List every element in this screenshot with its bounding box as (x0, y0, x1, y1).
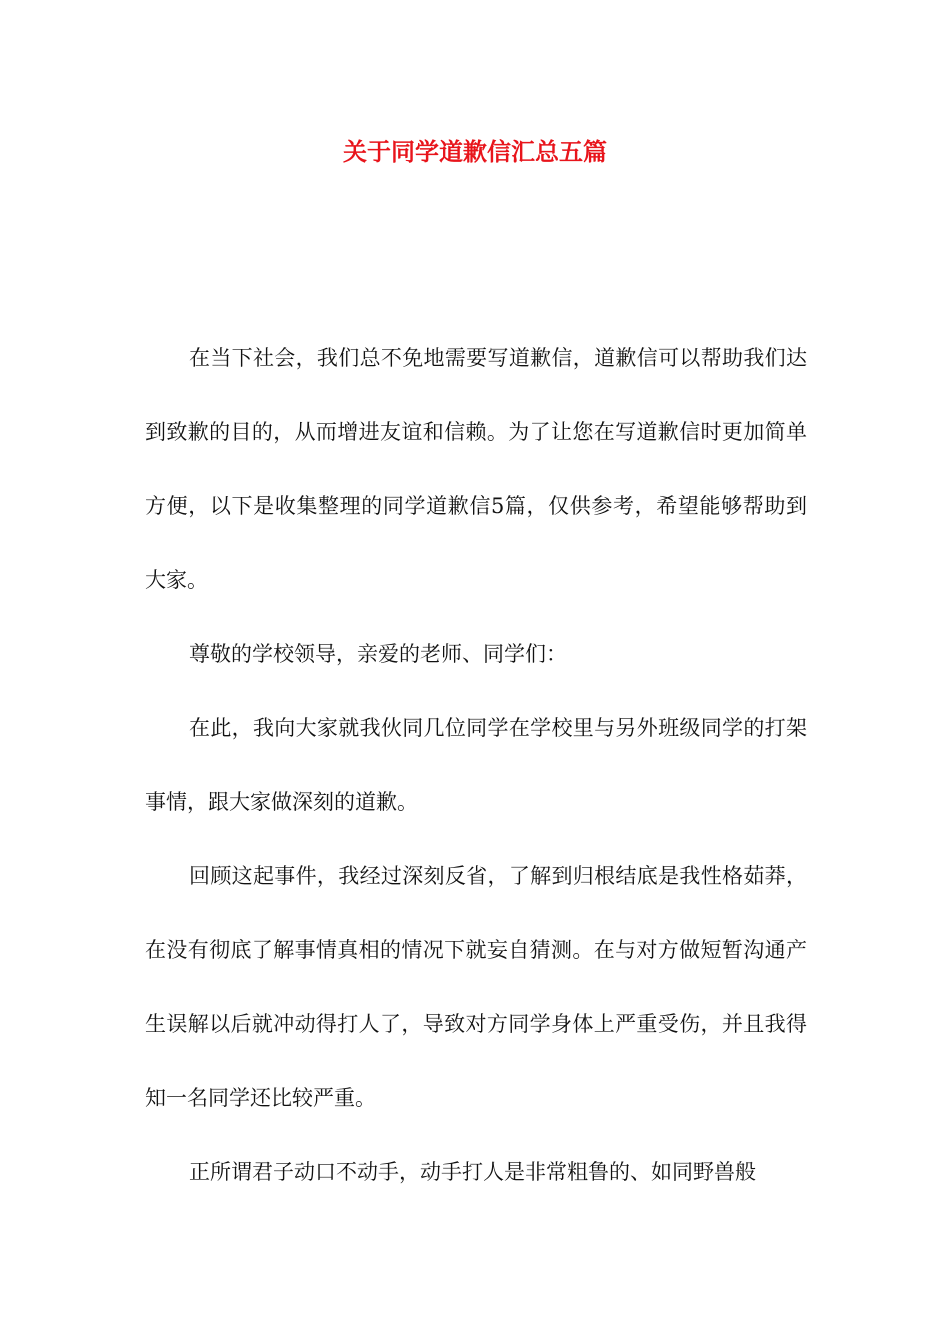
paragraph-reflection: 回顾这起事件，我经过深刻反省，了解到归根结底是我性格茹莽，在没有彻底了解事情真相的情况下就妄自猜测。在与对方做短暂沟通产生误解以后就冲动得打人了，导致对方同学身体上严重受伤，并且我得知一名同学还比较严重。 (145, 864, 807, 1110)
paragraph-intro: 在当下社会，我们总不免地需要写道歉信，道歉信可以帮助我们达到致歉的目的，从而增进友谊和信赖。为了让您在写道歉信时更加简单方便，以下是收集整理的同学道歉信5篇，仅供参考，希望能够帮助到大家。 (145, 346, 807, 592)
document-body (145, 321, 807, 1209)
paragraph-continuation: 正所谓君子动口不动手，动手打人是非常粗鲁的、如同野兽般 (189, 1160, 756, 1184)
paragraph-salutation: 尊敬的学校领导，亲爱的老师、同学们： (189, 642, 567, 666)
document-title: 关于同学道歉信汇总五篇 (343, 137, 607, 166)
paragraph-apology: 在此，我向大家就我伙同几位同学在学校里与另外班级同学的打架事情，跟大家做深刻的道歉。 (145, 716, 807, 814)
